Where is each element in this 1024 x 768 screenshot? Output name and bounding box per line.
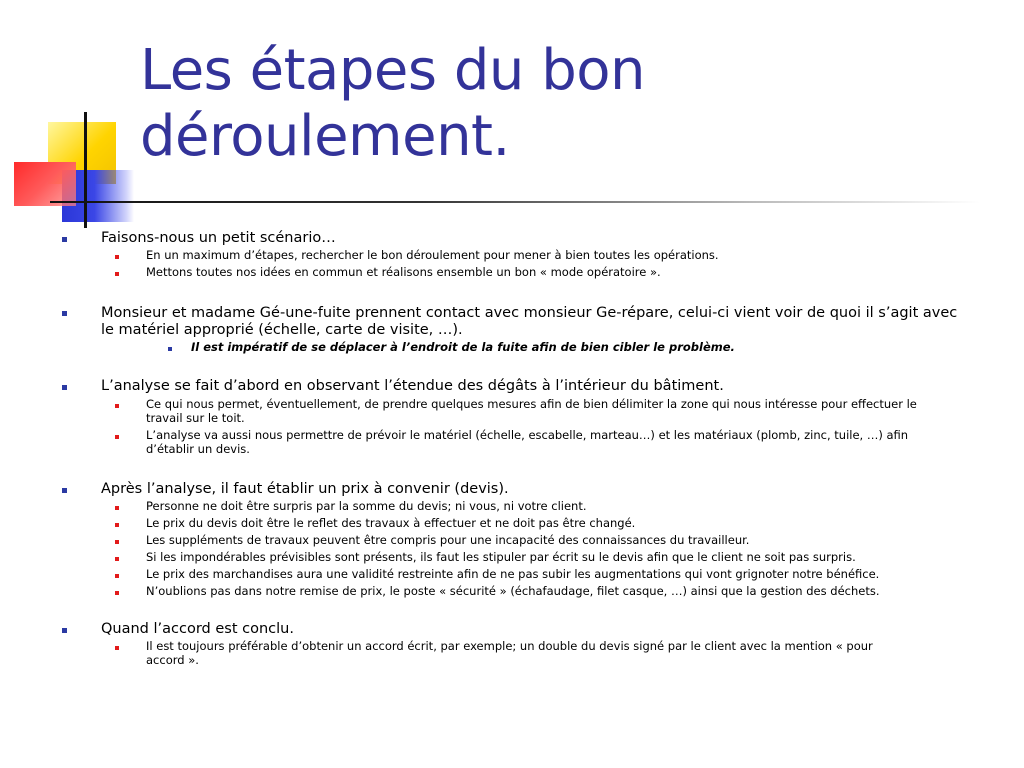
ornament-vertical-line: [84, 112, 87, 228]
slide-title-line-2: déroulement.: [140, 104, 510, 169]
bullet-square-icon: [62, 488, 67, 493]
section-4-item-6: N’oublions pas dans notre remise de prix, le poste « sécurité » (échafaudage, filet casque, …) ainsi que la gestion des déchets.: [146, 584, 880, 598]
section-3-item-2-line-1: L’analyse va aussi nous permettre de prévoir le matériel (échelle, escabelle, marteau…) et les matériaux (plomb, zinc, tuile, …) afin: [146, 428, 909, 442]
section-2-note: Il est impératif de se déplacer à l’endroit de la fuite afin de bien cibler le problème.: [191, 340, 735, 354]
section-4-item-5: Le prix des marchandises aura une validité restreinte afin de ne pas subir les augmentations qui vont grignoter notre bénéfice.: [146, 567, 880, 581]
ornament-red-square: [14, 162, 76, 206]
section-4-item-2: Le prix du devis doit être le reflet des travaux à effectuer et ne doit pas être changé.: [146, 516, 636, 530]
section-3-item-1-line-2: travail sur le toit.: [146, 411, 245, 425]
bullet-red-square-icon: [115, 557, 119, 561]
section-4-heading: Après l’analyse, il faut établir un prix à convenir (devis).: [101, 481, 509, 497]
section-3-item-1-line-1: Ce qui nous permet, éventuellement, de prendre quelques mesures afin de bien délimiter la zone qui nous intéresse pour effectuer le: [146, 397, 917, 411]
section-4-item-4: Si les impondérables prévisibles sont présents, ils faut les stipuler par écrit su le devis afin que le client ne soit pas surpris.: [146, 550, 856, 564]
section-3-item-2-line-2: d’établir un devis.: [146, 442, 250, 456]
section-4-item-1: Personne ne doit être surpris par la somme du devis; ni vous, ni votre client.: [146, 499, 587, 513]
bullet-red-square-icon: [115, 272, 119, 276]
bullet-square-icon: [62, 385, 67, 390]
section-1-item-2: Mettons toutes nos idées en commun et réalisons ensemble un bon « mode opératoire ».: [146, 265, 661, 279]
bullet-square-icon: [62, 628, 67, 633]
section-1-heading: Faisons-nous un petit scénario…: [101, 230, 336, 246]
bullet-red-square-icon: [115, 646, 119, 650]
bullet-red-square-icon: [115, 591, 119, 595]
section-4-item-3: Les suppléments de travaux peuvent être compris pour une incapacité des connaissances du travailleur.: [146, 533, 750, 547]
section-5-item-1-line-1: Il est toujours préférable d’obtenir un accord écrit, par exemple; un double du devis signé par le client avec la mention « pour: [146, 639, 873, 653]
bullet-red-square-icon: [115, 523, 119, 527]
bullet-red-square-icon: [115, 435, 119, 439]
section-5-heading: Quand l’accord est conclu.: [101, 621, 294, 637]
slide-title-line-1: Les étapes du bon: [140, 38, 645, 103]
bullet-square-icon: [62, 311, 67, 316]
bullet-square-icon: [62, 237, 67, 242]
section-3-heading: L’analyse se fait d’abord en observant l’étendue des dégâts à l’intérieur du bâtiment.: [101, 378, 724, 394]
bullet-red-square-icon: [115, 255, 119, 259]
section-5-item-1-line-2: accord ».: [146, 653, 199, 667]
section-1-item-1: En un maximum d’étapes, rechercher le bon déroulement pour mener à bien toutes les opérations.: [146, 248, 719, 262]
bullet-red-square-icon: [115, 404, 119, 408]
slide-title: [140, 38, 980, 170]
section-2-heading-line-1: Monsieur et madame Gé-une-fuite prennent contact avec monsieur Ge-répare, celui-ci vient voir de quoi il s’agit avec: [101, 305, 958, 321]
bullet-red-square-icon: [115, 574, 119, 578]
bullet-small-square-icon: [168, 347, 172, 351]
bullet-red-square-icon: [115, 506, 119, 510]
section-2-heading-line-2: le matériel approprié (échelle, carte de visite, …).: [101, 322, 463, 338]
title-underline: [50, 201, 980, 203]
bullet-red-square-icon: [115, 540, 119, 544]
